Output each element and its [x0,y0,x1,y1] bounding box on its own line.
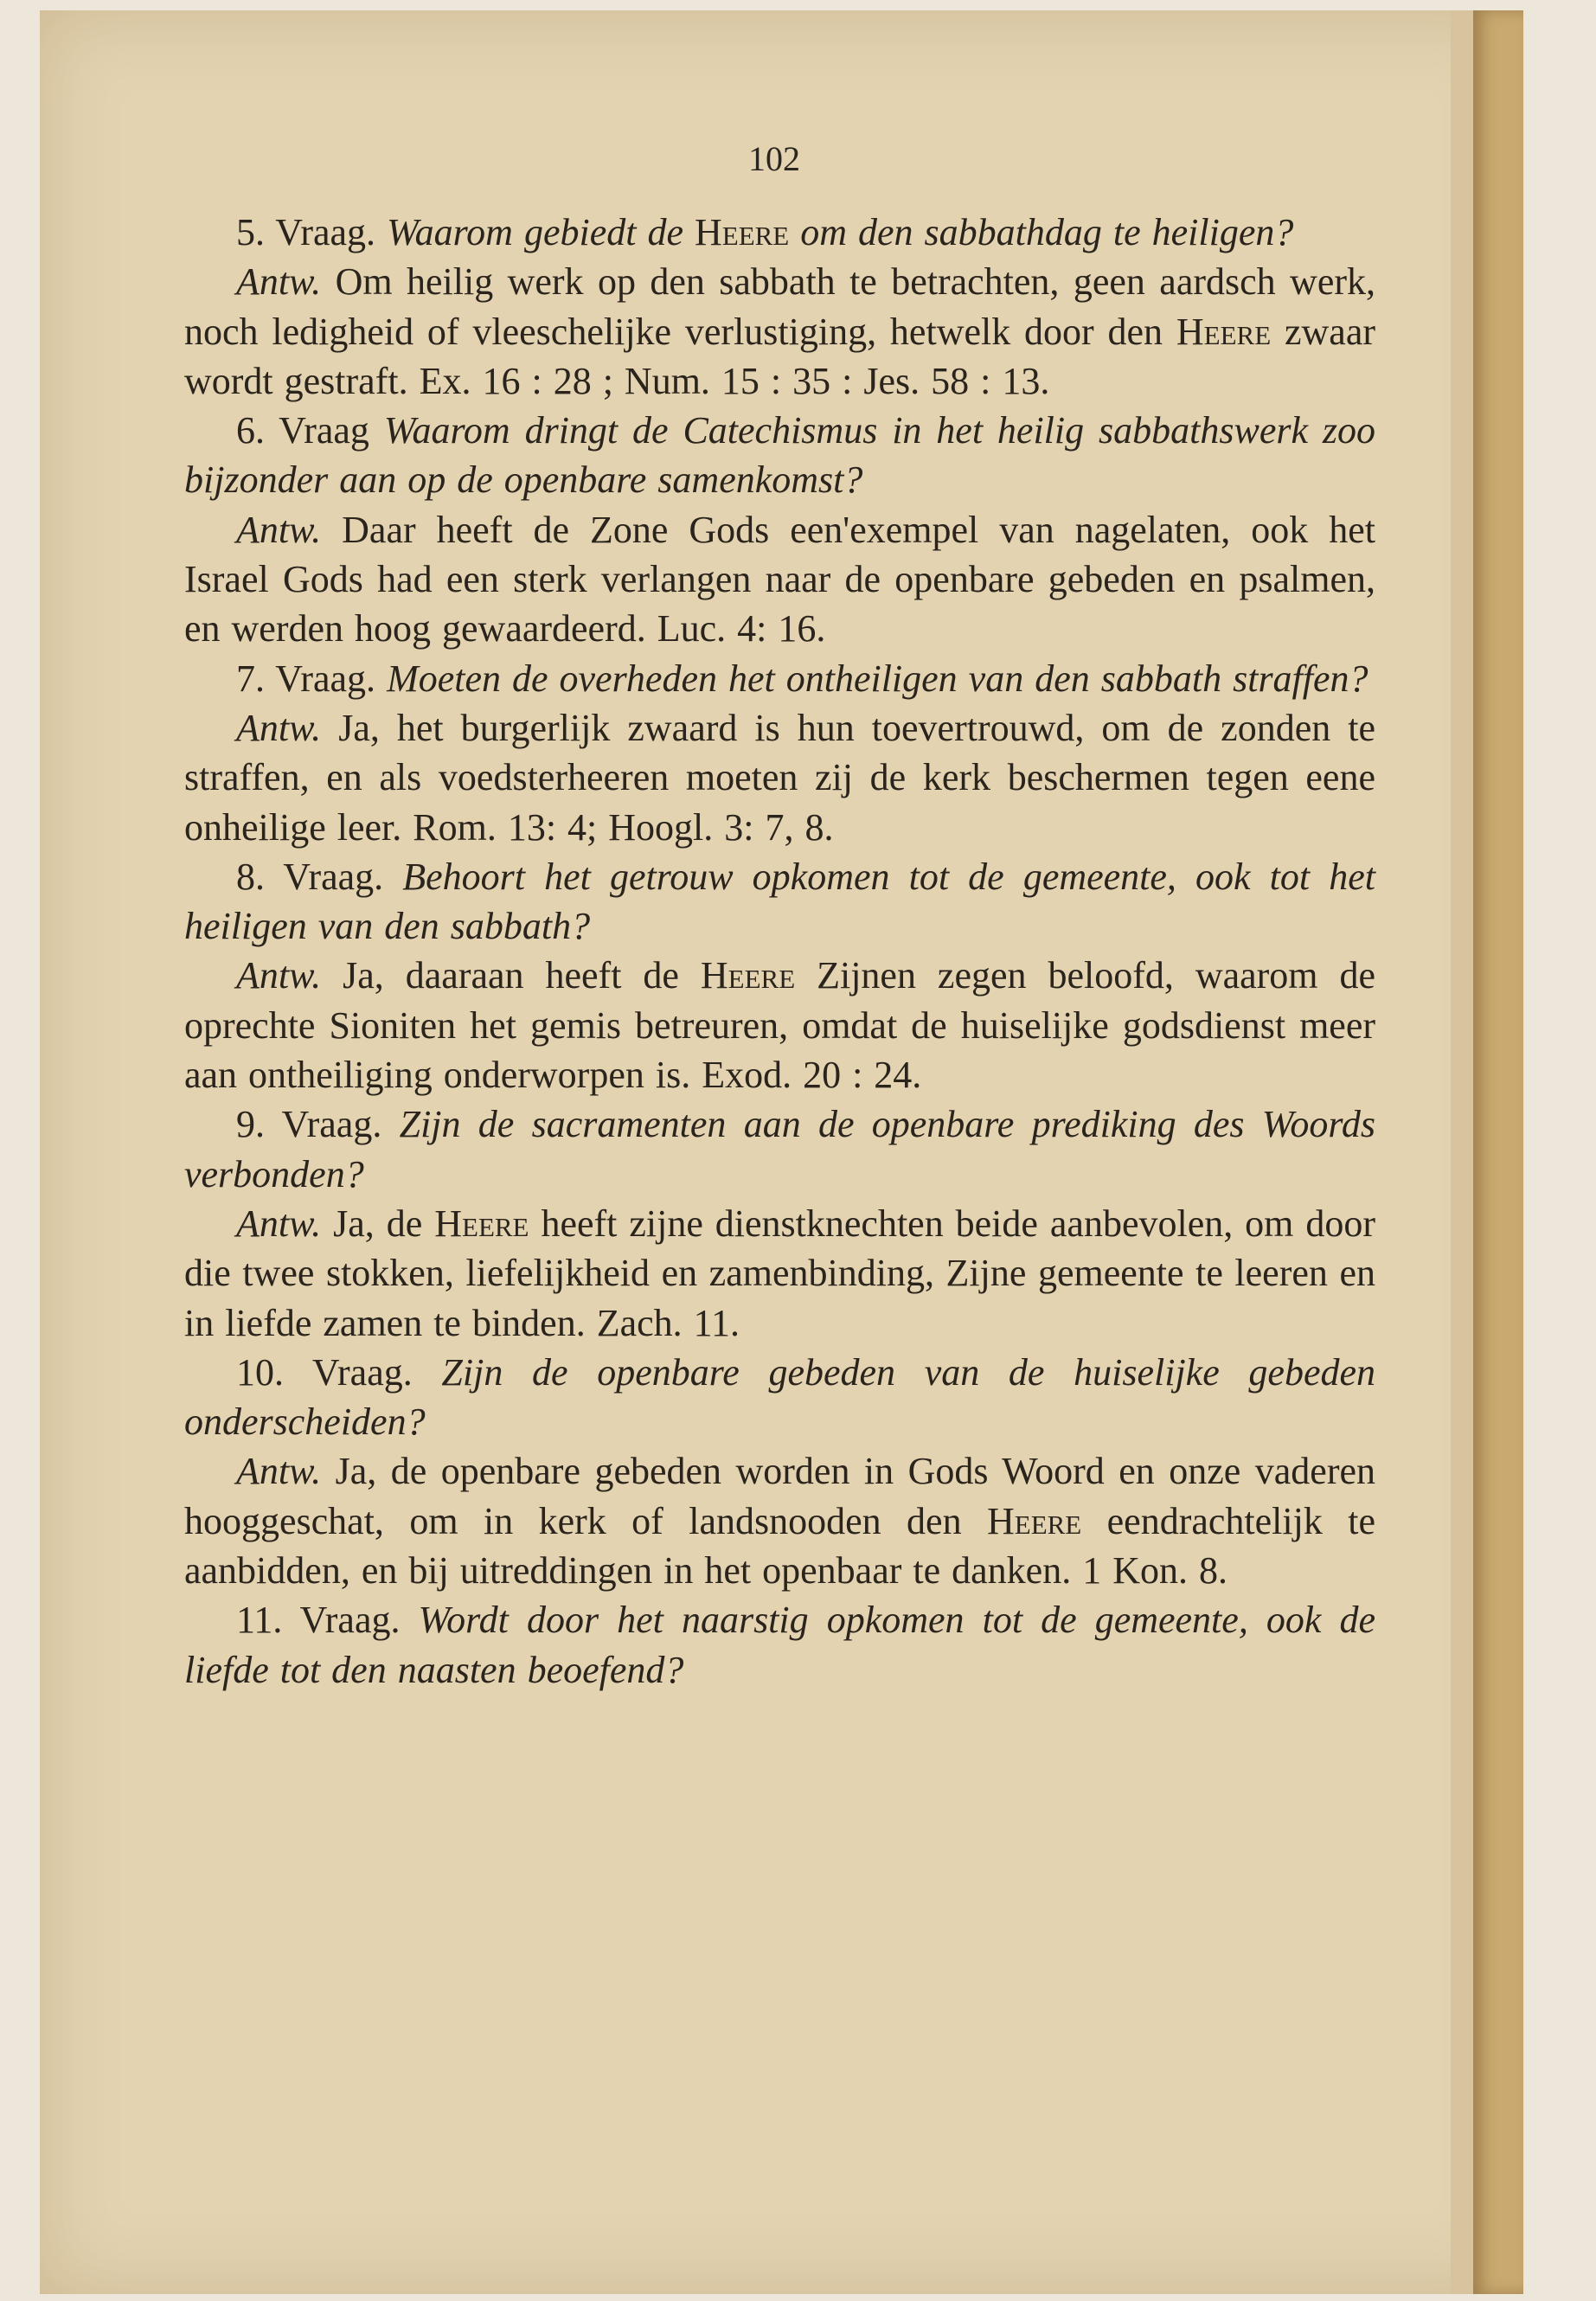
question-number: 6. Vraag [236,409,369,452]
answer-9 [184,1199,1375,1348]
answer-label: Antw. [236,260,322,304]
answer-text: Zijnen zegen beloofd, waarom de oprechte Sioniten het gemis betreuren, omdat de huiselijke godsdienst meer aan ontheiliging onderworpen is. Exod. 20 : 24. [184,954,1376,1097]
question-text: Waarom dringt de Catechismus in het heilig sabbathswerk zoo bijzonder aan op de openbare samenkomst? [184,409,1376,502]
question-text: om den sabbathdag te heiligen? [789,211,1294,253]
answer-8 [184,951,1375,1099]
answer-text: zwaar wordt gestraft. Ex. 16 : 28 ; Num. 15 : 35 : Jes. 58 : 13. [184,310,1376,402]
question-number: 10. Vraag. [236,1350,413,1394]
question-text: Moeten de overheden het ontheiligen van den sabbath straffen? [387,657,1368,700]
answer-text: Ja, het burgerlijk zwaard is hun toevertrouwd, om de zonden te straffen, en als voedsterheeren moeten zij de kerk beschermen tegen eene onheilige leer. Rom. 13: 4; Hoogl. 3: 7, 8. [184,706,1375,849]
answer-label: Antw. [236,1202,322,1245]
question-6 [184,406,1375,505]
answer-text: eendrachtelijk te aanbidden, en bij uitreddingen in het openbaar te danken. 1 Kon. 8. [184,1499,1376,1593]
answer-text: Om heilig werk op den sabbath te betrachten, geen aardsch werk, noch ledigheid of vleeschelijke verlustiging, hetwelk door den [184,260,1376,353]
question-number: 9. Vraag. [236,1103,382,1146]
question-text: Wordt door het naarstig opkomen tot de gemeente, ook de liefde tot den naasten beoefend? [184,1599,1375,1691]
question-5 [184,208,1375,257]
question-text: Behoort het getrouw opkomen tot de gemeente, ook tot het heiligen van den sabbath? [184,855,1375,948]
question-10 [184,1348,1375,1447]
answer-10 [184,1446,1375,1595]
page-edge-shade [1451,10,1473,2294]
answer-label: Antw. [236,706,322,749]
answer-text: Daar heeft de Zone Gods een'exempel van nagelaten, ook het Israel Gods had een sterk verlangen naar de openbare gebeden en psalmen, en werden hoog gewaardeerd. Luc. 4: 16. [184,508,1375,651]
lord-name: Heere [1176,310,1272,353]
answer-text: Ja, de [333,1202,435,1245]
answer-label: Antw. [236,508,322,551]
answer-text: Ja, de openbare gebeden worden in Gods Woord en onze vaderen hooggeschat, om in kerk of landsnooden den [184,1450,1376,1542]
question-text: Waarom gebiedt de [387,211,695,253]
question-number: 8. Vraag. [236,855,384,898]
question-8 [184,852,1375,952]
page-number: 102 [748,139,800,178]
answer-6 [184,505,1375,654]
lord-name: Heere [434,1202,529,1245]
question-text: Zijn de openbare gebeden van de huiselijke gebeden onderscheiden? [184,1350,1376,1444]
question-11 [184,1595,1375,1695]
answer-label: Antw. [236,954,322,997]
page-edge [1473,10,1523,2294]
question-number: 5. Vraag. [236,211,376,253]
question-9 [184,1099,1375,1199]
question-text: Zijn de sacramenten aan de openbare prediking des Woords verbonden? [184,1103,1375,1195]
answer-text: Ja, daaraan heeft de [343,954,701,997]
answer-label: Antw. [236,1450,322,1493]
lord-name: Heere [986,1499,1082,1542]
question-number: 7. Vraag. [236,657,376,700]
question-7 [184,654,1375,703]
question-number: 11. Vraag. [236,1599,401,1642]
catechism-text [184,208,1375,1695]
answer-7 [184,703,1375,852]
answer-5 [184,257,1375,406]
lord-name: Heere [700,954,796,997]
lord-name: Heere [694,211,790,253]
answer-text: heeft zijne dienstknechten beide aanbevolen, om door die twee stokken, liefelijkheid en zamenbinding, Zijne gemeente te leeren en in liefde zamen te binden. Zach. 11. [184,1202,1376,1344]
